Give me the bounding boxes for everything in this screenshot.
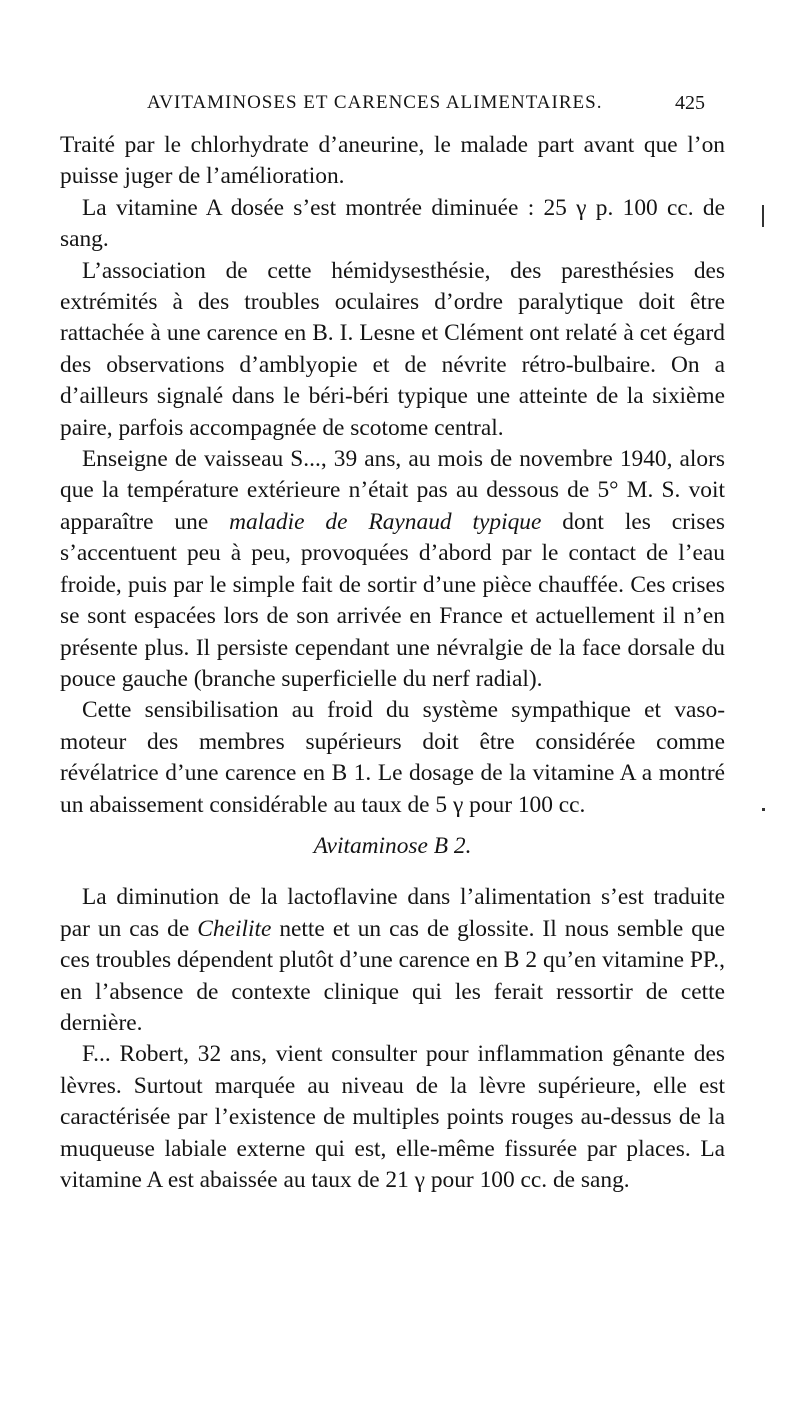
scan-mark xyxy=(762,205,764,227)
scan-mark xyxy=(762,808,765,811)
page-header xyxy=(0,92,800,122)
text-run: dont les crises s’accentuent peu à peu, provoquées d’abord par le contact de l’eau froide, puis par le simple fait de sortir d’une pièce chauffée. Ces crises se sont espacées lors de son arrivée en France et actuellement il n’en présente plus. Il persiste cependant une névralgie de la face dorsale du pouce gauche (branche superficielle du nerf radial). xyxy=(60,508,725,692)
paragraph xyxy=(60,882,725,1039)
paragraph xyxy=(60,444,725,695)
paragraph xyxy=(60,695,725,821)
text-run: Enseigne de vaisseau S..., 39 ans, au mois de novembre 1940, alors que la température extérieure n’était pas au dessous de 5° M. S. voit apparaître une xyxy=(60,446,725,535)
paragraph xyxy=(60,256,725,444)
text-run: La vitamine A dosée s’est montrée diminuée : 25 γ p. 100 cc. de sang. xyxy=(60,194,725,253)
paragraph xyxy=(60,130,725,193)
text-run: L’association de cette hémidysesthésie, des paresthésies des extrémités à des troubles oculaires d’ordre paralytique doit être rattachée à une carence en B. I. Lesne et Clément ont relaté à cet égard des observations d’amblyopie et de névrite rétro-bulbaire. On a d’ailleurs signalé dans le béri-béri typique une atteinte de la sixième paire, parfois accompagnée de scotome central. xyxy=(60,257,725,441)
page-number: 425 xyxy=(675,92,705,114)
paragraph xyxy=(60,1039,725,1196)
text-run: Traité par le chlorhydrate d’aneurine, le malade part avant que l’on puisse juger de l’amélioration. xyxy=(60,132,725,190)
section-heading: Avitaminose B 2. xyxy=(313,832,472,859)
text-run: nette et un cas de glossite. Il nous semble que ces troubles dépendent plutôt d’une carence en B 2 qu’en vitamine PP., en l’absence de contexte clinique qui les ferait ressortir de cette dernière. xyxy=(60,915,725,1036)
body-text xyxy=(60,130,725,1196)
text-run: F... Robert, 32 ans, vient consulter pour inflammation gênante des lèvres. Surtout marquée au niveau de la lèvre supérieure, elle est caractérisée par l’existence de multiples points rouges au-dessus de la muqueuse labiale externe qui est, elle-même fissurée par places. La vitamine A est abaissée au taux de 21 γ pour 100 cc. de sang. xyxy=(60,1041,725,1193)
text-run: La diminution de la lactoflavine dans l’alimentation s’est traduite par un cas de xyxy=(60,884,725,942)
paragraphs-after-heading xyxy=(60,882,725,1196)
italic-text: maladie de Raynaud typique xyxy=(229,508,542,535)
running-title: AVITAMINOSES ET CARENCES ALIMENTAIRES. xyxy=(147,92,603,113)
italic-text: Cheilite xyxy=(197,915,272,942)
text-run: Cette sensibilisation au froid du système sympathique et vaso-moteur des membres supérieurs doit être considérée comme révélatrice d’une carence en B 1. Le dosage de la vitamine A a montré un abaissement considérable au taux de 5 γ pour 100 cc. xyxy=(60,697,725,818)
paragraph xyxy=(60,193,725,256)
paragraphs-before-heading xyxy=(60,130,725,821)
